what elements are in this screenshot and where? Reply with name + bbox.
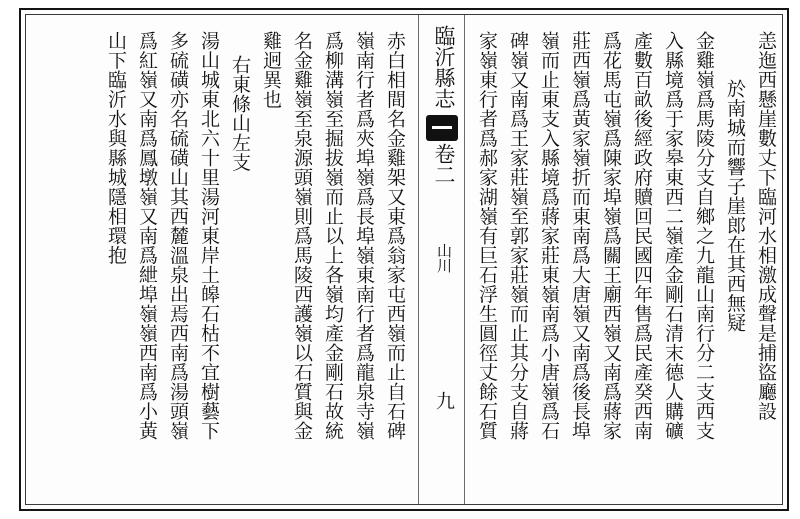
center-fold-band <box>422 15 462 504</box>
text-column-l4: 名金雞嶺至泉源頭嶺則爲馬陵西護嶺以石質與金 <box>291 31 313 441</box>
text-column-r10: 家嶺東行者爲郝家湖嶺有巨石浮生圓徑丈餘石質 <box>476 31 498 441</box>
text-column-r8: 嶺而止東支入縣境爲蔣家莊東嶺南爲小唐嶺爲石 <box>538 31 560 441</box>
text-column-r9: 碑嶺又南爲王家莊嶺至郭家莊嶺而止其分支自蔣 <box>507 31 529 441</box>
text-column-r4: 入縣境爲于家皋東西二嶺產金剛石清末德人購礦 <box>662 31 684 441</box>
text-column-l9: 爲紅嶺又南爲鳳墩嶺又南爲紲埠嶺嶺西南爲小黃 <box>136 31 158 441</box>
text-column-r5: 產數百畝後經政府贖回民國四年售爲民產癸西南 <box>631 31 653 441</box>
text-column-l10: 山下臨沂水與縣城隱相環抱 <box>105 31 127 265</box>
book-title: 臨沂縣志 <box>432 25 456 109</box>
center-rule-left <box>418 15 419 504</box>
fish-tail-mark-icon <box>426 115 458 141</box>
text-column-r7: 莊西嶺爲黃家嶺折而東南爲大唐嶺又南爲後長埠 <box>569 31 591 441</box>
section-label: 山川 <box>435 243 453 273</box>
text-column-r2: 於南城而響子崖郎在其西無疑 <box>724 79 746 333</box>
text-column-l5: 雞迥異也 <box>260 31 282 109</box>
text-column-l8: 多硫磺亦名硫磺山其西麓溫泉出焉西南爲湯頭嶺 <box>167 31 189 441</box>
text-column-l3: 爲柳溝嶺至掘拔嶺而止以上各嶺均產金剛石故統 <box>322 31 344 441</box>
document-page <box>19 8 789 511</box>
text-column-r3: 金雞嶺爲馬陵分支自鄉之九龍山南行分二支西支 <box>693 31 715 441</box>
text-column-l7: 湯山城東北六十里湯河東岸土皞石枯不宜樹藝下 <box>198 31 220 441</box>
volume-label: 卷二 <box>432 143 456 185</box>
text-column-r1: 恙迤西懸崖數丈下臨河水相激成聲是捕盜廳設 <box>755 31 777 421</box>
text-column-r6: 爲花馬屯嶺爲陳家埠嶺爲關王廟西嶺又南爲蔣家 <box>600 31 622 441</box>
center-rule-right <box>464 15 465 504</box>
text-frame <box>25 14 783 505</box>
text-column-l2: 嶺南行者爲夾埠嶺爲長埠嶺東南行者爲龍泉寺嶺 <box>353 31 375 441</box>
text-column-l1: 赤白相間名金雞架又東爲翁家屯西嶺而止自石碑 <box>384 31 406 441</box>
section-heading: 右東條山左支 <box>229 55 251 172</box>
page-number: 九 <box>433 391 455 410</box>
